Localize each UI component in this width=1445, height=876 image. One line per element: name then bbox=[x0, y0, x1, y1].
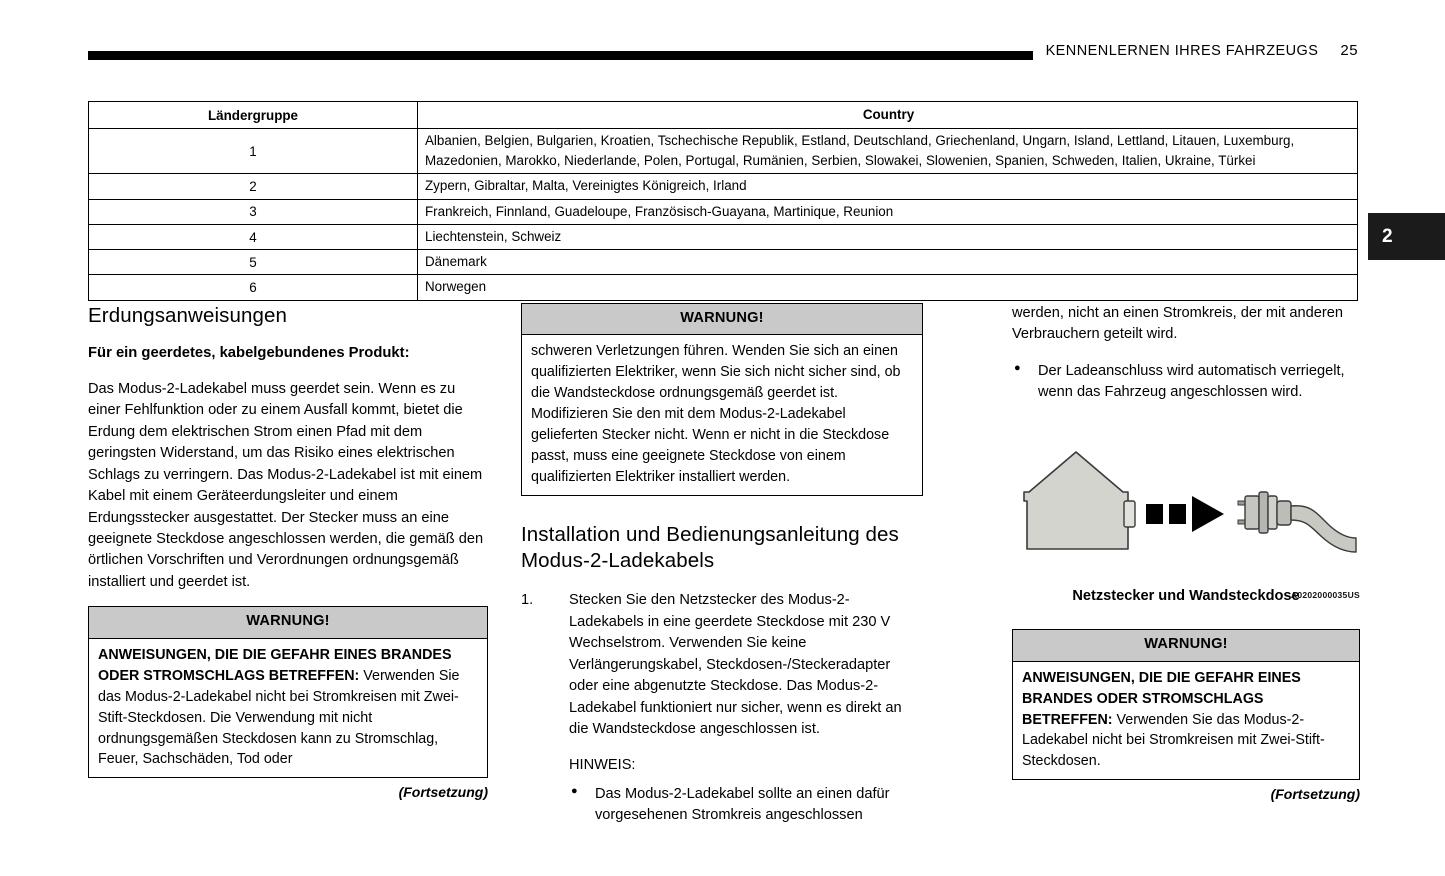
header-rule bbox=[88, 51, 1033, 60]
cell-countries: Zypern, Gibraltar, Malta, Vereinigtes Königreich, Irland bbox=[418, 174, 1358, 199]
note-bullet-list bbox=[569, 784, 923, 827]
house-icon bbox=[1024, 452, 1135, 549]
table-row bbox=[89, 224, 1358, 249]
continued-paragraph: werden, nicht an einen Stromkreis, der mit anderen Verbrauchern geteilt wird. bbox=[1012, 305, 1343, 343]
cell-countries: Norwegen bbox=[418, 275, 1358, 300]
subsection-heading: Für ein geerdetes, kabelgebundenes Produkt: bbox=[88, 345, 410, 362]
page-number: 25 bbox=[1340, 42, 1358, 59]
step-text: Stecken Sie den Netzstecker des Modus-2-Ladekabels in eine geerdete Steckdose mit 230 V Wechselstrom. Verwenden Sie keine Verlängerungskabel, Steckdosen-/Steckeradapter oder eine abgenutzte Steckdose. Das Modus-2-Ladekabel funktioniert nur sicher, wenn es direkt an die Wandsteckdose angeschlossen ist. bbox=[569, 592, 902, 738]
table-header-row bbox=[89, 102, 1358, 129]
note-label: HINWEIS: bbox=[569, 756, 636, 773]
warning-body bbox=[89, 639, 487, 778]
middle-text-column bbox=[521, 303, 923, 837]
warning-normal-text: Verwenden Sie das Modus-2-Ladekabel nicht bei Stromkreisen mit Zwei-Stift-Steckdosen. Die Verwendung mit nicht ordnungsgemäßen Steckdosen kann zu Stromschlag, Feuer, Sachschäden, Tod oder bbox=[98, 667, 460, 768]
table-row bbox=[89, 250, 1358, 275]
warning-body: schweren Verletzungen führen. Wenden Sie sich an einen qualifizierten Elektriker, wenn Sie sich nicht sicher sind, ob die Wandsteckdose ordnungsgemäß geerdet ist. Modifizieren Sie den mit dem Modus-2-Ladekabel gelieferten Stecker nicht. Wenn er nicht in die Steckdose passt, muss eine geeignete Steckdose von einem qualifizierten Elektriker installiert werden. bbox=[531, 343, 901, 486]
chapter-tab bbox=[1368, 213, 1445, 260]
chapter-tab-number: 2 bbox=[1382, 225, 1393, 247]
cell-group: 4 bbox=[89, 224, 418, 249]
list-item: ● Der Ladeanschluss wird automatisch verriegelt, wenn das Fahrzeug angeschlossen wird. bbox=[1012, 361, 1360, 404]
cell-group: 1 bbox=[89, 129, 418, 174]
cell-group: 2 bbox=[89, 174, 418, 199]
warning-box-middle bbox=[521, 303, 923, 496]
installation-steps-list bbox=[521, 590, 923, 826]
right-text-column bbox=[1012, 303, 1360, 805]
country-group-table bbox=[88, 101, 1358, 301]
warning-caps-text: ANWEISUNGEN, DIE DIE GEFAHR EINES BRANDES ODER STROMSCHLAGS BETREFFEN: bbox=[98, 646, 452, 684]
table-row bbox=[89, 129, 1358, 174]
arrow-icon bbox=[1146, 496, 1224, 532]
warning-normal-text: Verwenden Sie das Modus-2-Ladekabel nicht bei Stromkreisen mit Zwei-Stift-Steckdosen. bbox=[1022, 711, 1325, 770]
cell-countries: Albanien, Belgien, Bulgarien, Kroatien, Tschechische Republik, Estland, Deutschland, Griechenland, Ungarn, Island, Lettland, Litauen, Luxemburg, Mazedonien, Marokko, Niederlande, Polen, Portugal, Rumänien, Serbien, Slowakei, Slowenien, Spanien, Schweden, Italien, Ukraine, Türkei bbox=[418, 129, 1358, 174]
warning-heading: WARNUNG! bbox=[89, 607, 487, 638]
column-header-country: Country bbox=[418, 102, 1358, 129]
wall-outlet-icon bbox=[1124, 501, 1135, 527]
continuation-label: (Fortsetzung) bbox=[398, 784, 488, 801]
list-item bbox=[521, 590, 923, 826]
section-heading-erdungsanweisungen: Erdungsanweisungen bbox=[88, 304, 287, 327]
cell-countries: Liechtenstein, Schweiz bbox=[418, 224, 1358, 249]
table-row bbox=[89, 199, 1358, 224]
warning-heading: WARNUNG! bbox=[522, 304, 922, 335]
figure-code-label: A0202000035US bbox=[1290, 589, 1360, 600]
warning-body bbox=[1013, 662, 1359, 780]
cell-countries: Frankreich, Finnland, Guadeloupe, Französisch-Guayana, Martinique, Reunion bbox=[418, 199, 1358, 224]
column-header-laendergruppe: Ländergruppe bbox=[89, 102, 418, 129]
figure-illustration bbox=[1012, 444, 1360, 584]
cell-countries: Dänemark bbox=[418, 250, 1358, 275]
warning-box-right bbox=[1012, 629, 1360, 780]
figure-netzstecker-wandsteckdose bbox=[1012, 444, 1360, 607]
page-title: KENNENLERNEN IHRES FAHRZEUGS bbox=[1045, 43, 1319, 59]
table-body bbox=[89, 129, 1358, 301]
warning-heading: WARNUNG! bbox=[1013, 630, 1359, 661]
continuation-label: (Fortsetzung) bbox=[1270, 786, 1360, 803]
cell-group: 5 bbox=[89, 250, 418, 275]
table-row bbox=[89, 275, 1358, 300]
table-row bbox=[89, 174, 1358, 199]
figure-caption: Netzstecker und Wandsteckdose bbox=[1072, 587, 1300, 604]
step-number: 1. bbox=[521, 592, 534, 609]
list-item: ● Das Modus-2-Ladekabel sollte an einen dafür vorgesehenen Stromkreis angeschlossen bbox=[569, 784, 923, 827]
warning-box-left bbox=[88, 606, 488, 778]
section-heading-installation: Installation und Bedienungsanleitung des Modus-2-Ladekabels bbox=[521, 523, 899, 573]
cell-group: 6 bbox=[89, 275, 418, 300]
page-header bbox=[0, 0, 1445, 80]
body-paragraph: Das Modus-2-Ladekabel muss geerdet sein. Wenn es zu einer Fehlfunktion oder zu einem Ausfall kommt, bietet die Erdung dem elektrischen Strom einen Pfad mit dem geringsten Widerstand, um das Risiko eines elektrischen Schlags zu verringern. Das Modus-2-Ladekabel ist mit einem Kabel mit einem Geräteerdungsleiter und einem Erdungsstecker ausgestattet. Der Stecker muss an eine geeignete Steckdose angeschlossen werden, die gemäß den örtlichen Vorschriften und Verordnungen ordnungsgemäß installiert und geerdet ist. bbox=[88, 380, 484, 590]
header-text-group bbox=[1046, 42, 1358, 59]
left-text-column bbox=[88, 303, 488, 803]
cell-group: 3 bbox=[89, 199, 418, 224]
power-plug-icon bbox=[1238, 492, 1356, 552]
right-bullet-list bbox=[1012, 361, 1360, 404]
warning-caps-text: ANWEISUNGEN, DIE DIE GEFAHR EINES BRANDES ODER STROMSCHLAGS BETREFFEN: bbox=[1022, 669, 1301, 728]
